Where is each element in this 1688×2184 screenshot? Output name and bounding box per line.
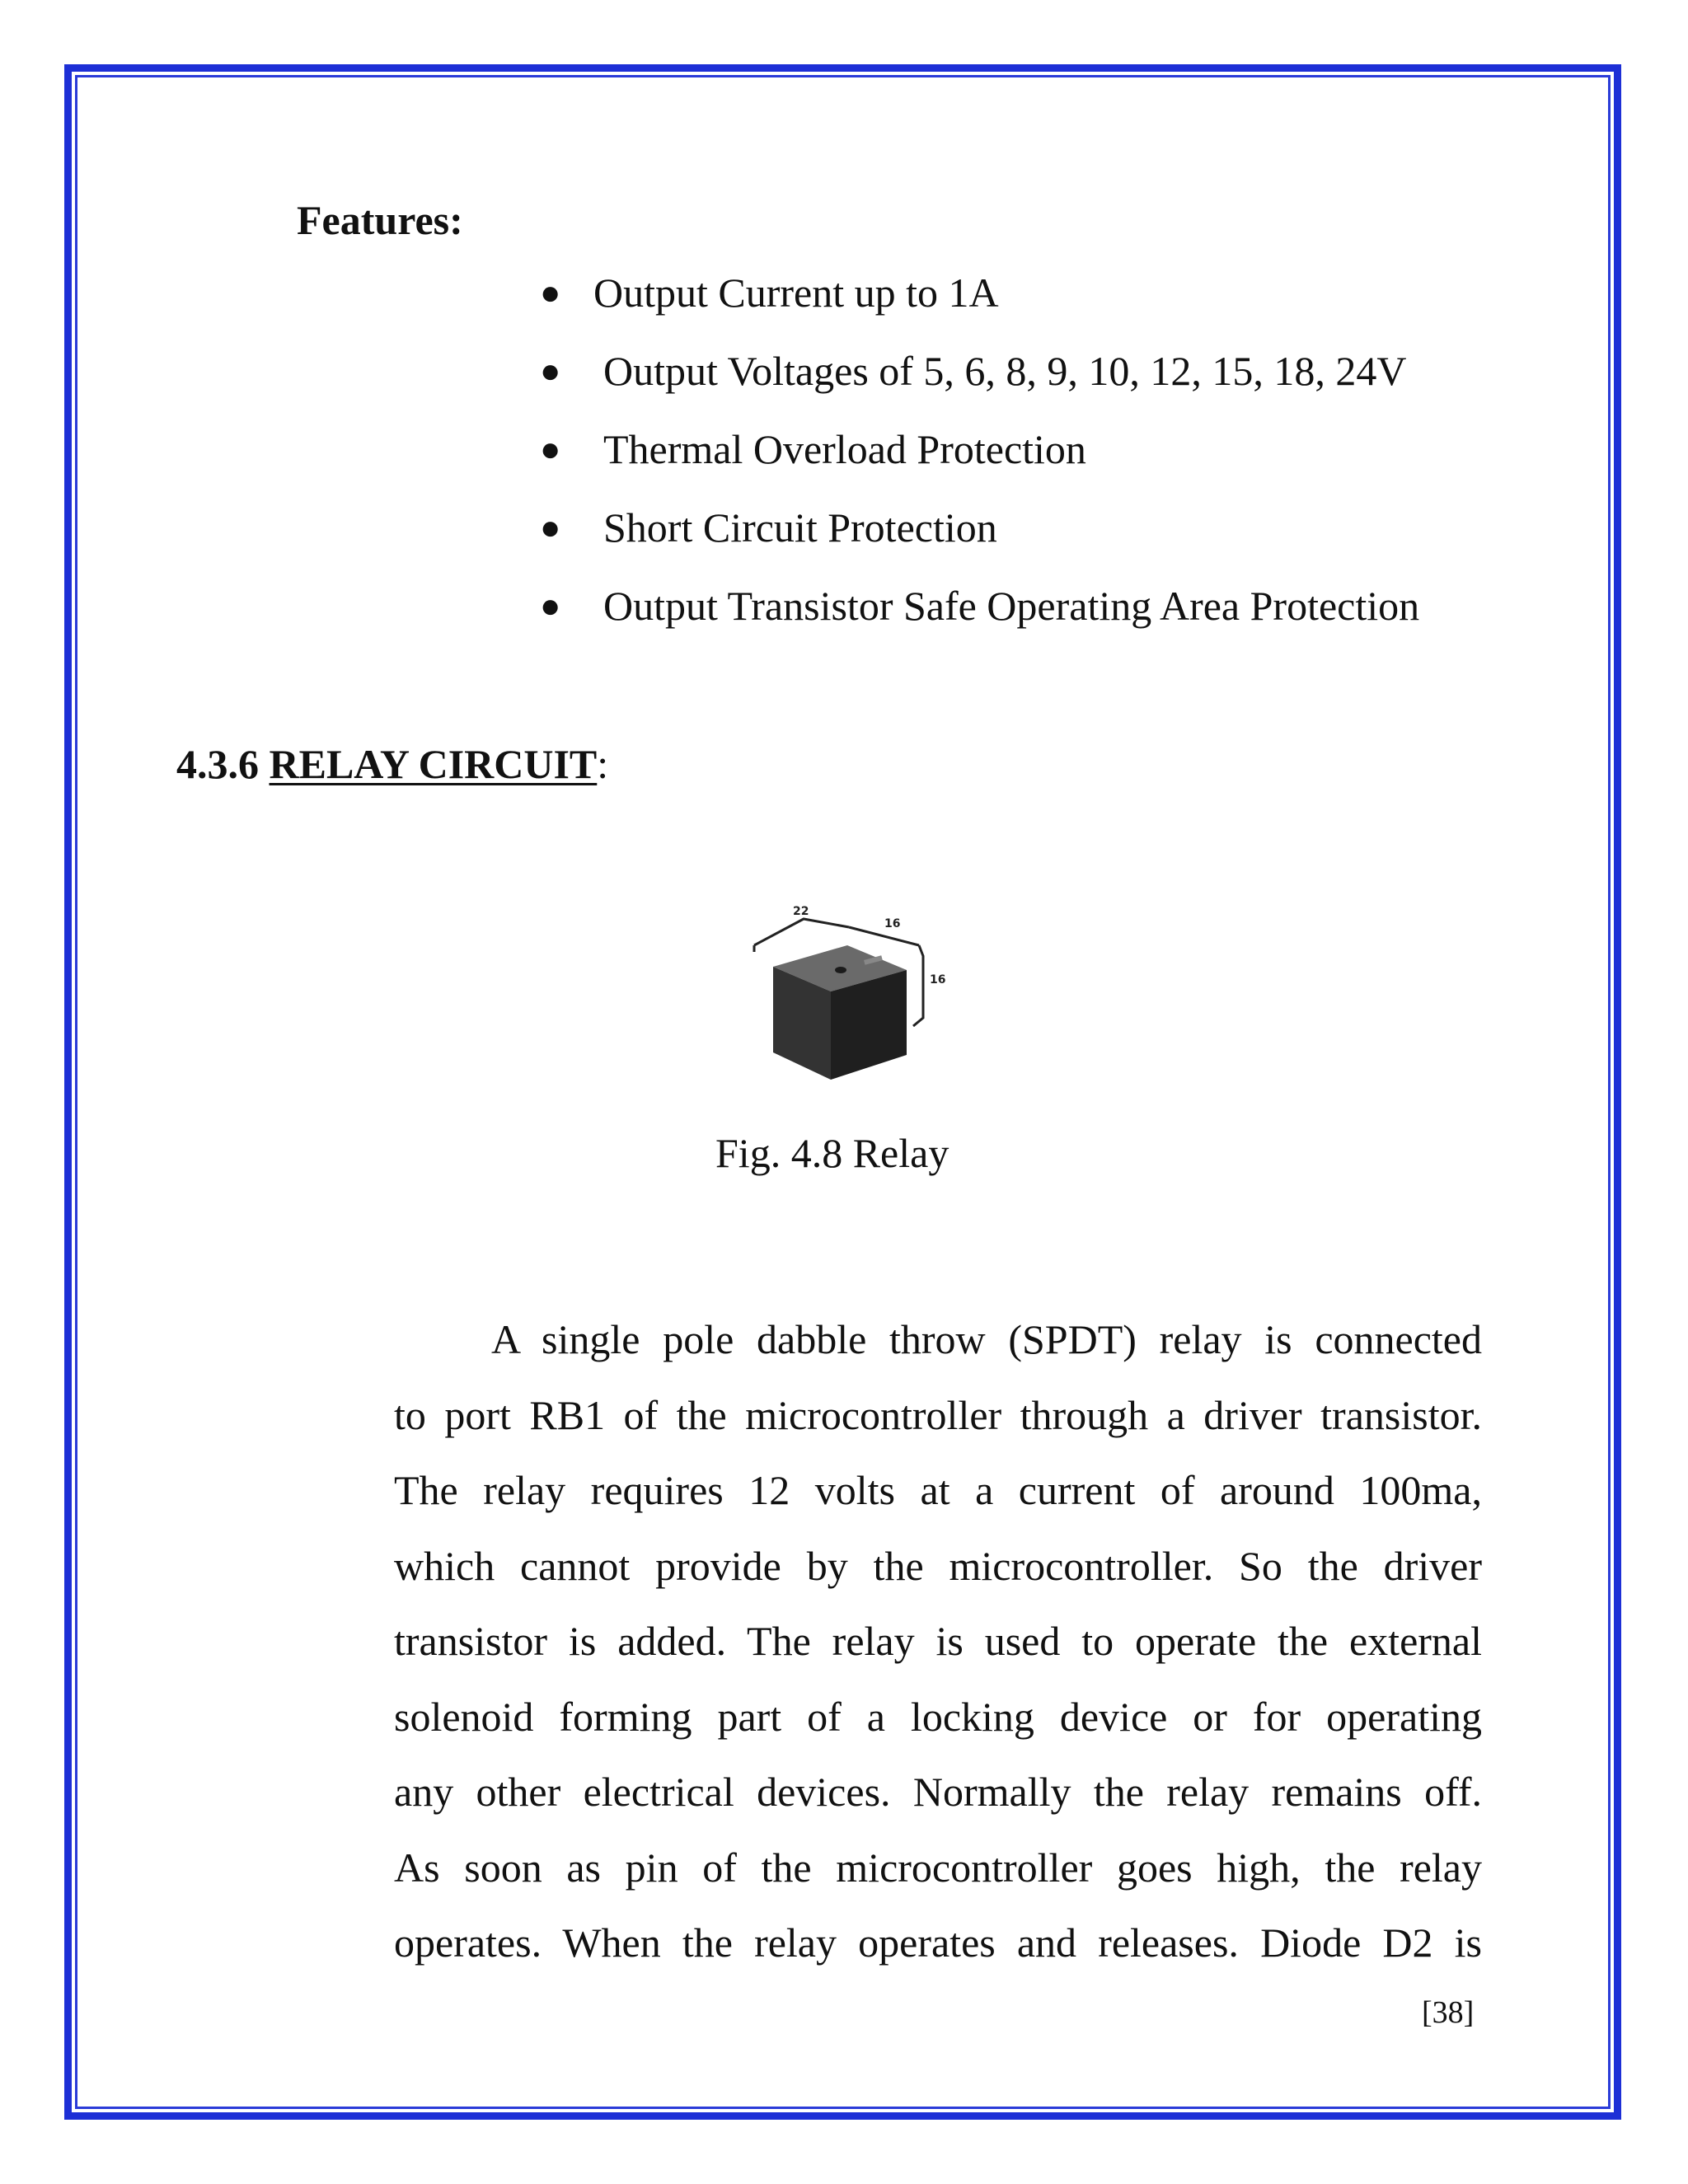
dim-label-depth: 16 [884, 917, 901, 930]
bullet-icon: ● [540, 274, 561, 312]
feature-text: Output Voltages of 5, 6, 8, 9, 10, 12, 15, 18, 24V [603, 348, 1407, 394]
dim-label-width: 22 [793, 905, 809, 918]
dim-label-height: 16 [930, 973, 946, 987]
paragraph-line: to port RB1 of the microcontroller through a driver transistor. [394, 1391, 1482, 1438]
paragraph-line: A single pole dabble throw (SPDT) relay is connected [491, 1316, 1482, 1362]
paragraph-line: operates. When the relay operates and releases. Diode D2 is [394, 1919, 1482, 1966]
section-title: RELAY CIRCUIT [269, 741, 598, 787]
paragraph-line: which cannot provide by the microcontroller. So the driver [394, 1542, 1482, 1589]
figure-caption: Fig. 4.8 Relay [715, 1130, 950, 1176]
features-heading: Features: [297, 197, 463, 243]
relay-top-hole [835, 967, 846, 973]
feature-text: Output Current up to 1A [593, 269, 999, 316]
paragraph-line: The relay requires 12 volts at a current of around 100ma, [394, 1467, 1482, 1513]
bullet-icon: ● [540, 509, 561, 547]
section-heading [176, 740, 608, 788]
page-number: [38] [1422, 1995, 1475, 2030]
feature-text: Output Transistor Safe Operating Area Protection [603, 583, 1420, 629]
bullet-icon: ● [540, 353, 561, 391]
paragraph-line: any other electrical devices. Normally the relay remains off. [394, 1769, 1482, 1815]
bullet-icon: ● [540, 588, 561, 626]
relay-image [725, 894, 964, 1088]
feature-text: Thermal Overload Protection [603, 426, 1086, 472]
paragraph-line: solenoid forming part of a locking device or for operating [394, 1693, 1482, 1740]
bullet-icon: ● [540, 431, 561, 469]
section-colon: : [597, 741, 609, 787]
paragraph-line: As soon as pin of the microcontroller goes high, the relay [394, 1844, 1482, 1891]
body-paragraph [394, 1302, 1482, 1981]
feature-text: Short Circuit Protection [603, 504, 997, 551]
paragraph-line: transistor is added. The relay is used to operate the external [394, 1618, 1482, 1664]
section-number: 4.3.6 [176, 741, 270, 787]
